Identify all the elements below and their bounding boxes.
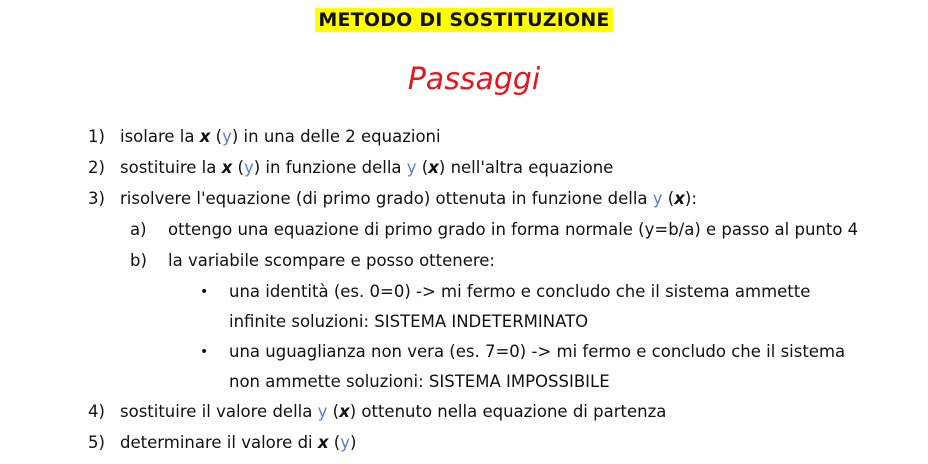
var-y: y (317, 402, 328, 421)
step-text (120, 401, 666, 423)
text-run: ): (684, 189, 697, 208)
text-run: ( (327, 402, 340, 421)
step-number: 3) (88, 189, 105, 208)
bullet-text: una identità (es. 0=0) -> mi fermo e concludo che il sistema ammette (229, 282, 811, 301)
var-y: y (243, 158, 254, 177)
text-run: risolvere l'equazione (di primo grado) ottenuta in funzione della (120, 189, 653, 208)
bullet-text: una uguaglianza non vera (es. 7=0) -> mi fermo e concludo che il sistema (229, 342, 846, 361)
var-y: y (222, 127, 232, 146)
text-run: ( (210, 127, 223, 146)
page-title: METODO DI SOSTITUZIONE (315, 8, 612, 32)
substep-letter: b) (130, 251, 147, 270)
text-run: ) in una delle 2 equazioni (231, 127, 441, 146)
substep-letter: a) (130, 220, 147, 239)
var-x: x (317, 433, 329, 452)
text-run: ( (662, 189, 675, 208)
substep-text: ottengo una equazione di primo grado in forma normale (y=b/a) e passo al punto 4 (168, 220, 859, 239)
bullet-icon: • (200, 344, 209, 360)
bullet-icon: • (200, 284, 209, 300)
step-number: 1) (88, 127, 105, 146)
text-run: ( (328, 433, 341, 452)
bullet-text: infinite soluzioni: SISTEMA INDETERMINATO (229, 312, 589, 331)
step-text (120, 432, 356, 454)
step-number: 2) (88, 158, 105, 177)
step-text (120, 157, 613, 179)
step-text (120, 188, 697, 210)
text-run: ( (416, 158, 429, 177)
step-number: 4) (88, 402, 105, 421)
text-run: determinare il valore di (120, 433, 318, 452)
text-run: ) in funzione della (253, 158, 407, 177)
text-run: sostituire il valore della (120, 402, 318, 421)
var-y: y (340, 433, 350, 452)
var-x: x (199, 127, 211, 146)
step-number: 5) (88, 433, 105, 452)
text-run: ( (232, 158, 244, 177)
var-x: x (674, 189, 685, 208)
text-run: ) nell'altra equazione (438, 158, 614, 177)
var-x: x (339, 402, 350, 421)
var-x: x (221, 158, 233, 177)
var-y: y (406, 158, 417, 177)
step-text (120, 126, 441, 148)
substep-text: la variabile scompare e posso ottenere: (168, 251, 495, 270)
text-run: isolare la (120, 127, 200, 146)
text-run: ) (349, 433, 357, 452)
var-y: y (652, 189, 663, 208)
text-run: sostituire la (120, 158, 222, 177)
bullet-text: non ammette soluzioni: SISTEMA IMPOSSIBILE (229, 372, 610, 391)
text-run: ) ottenuto nella equazione di partenza (349, 402, 667, 421)
title-wrapper (0, 8, 928, 32)
var-x: x (428, 158, 439, 177)
page-subtitle: Passaggi (407, 62, 541, 97)
